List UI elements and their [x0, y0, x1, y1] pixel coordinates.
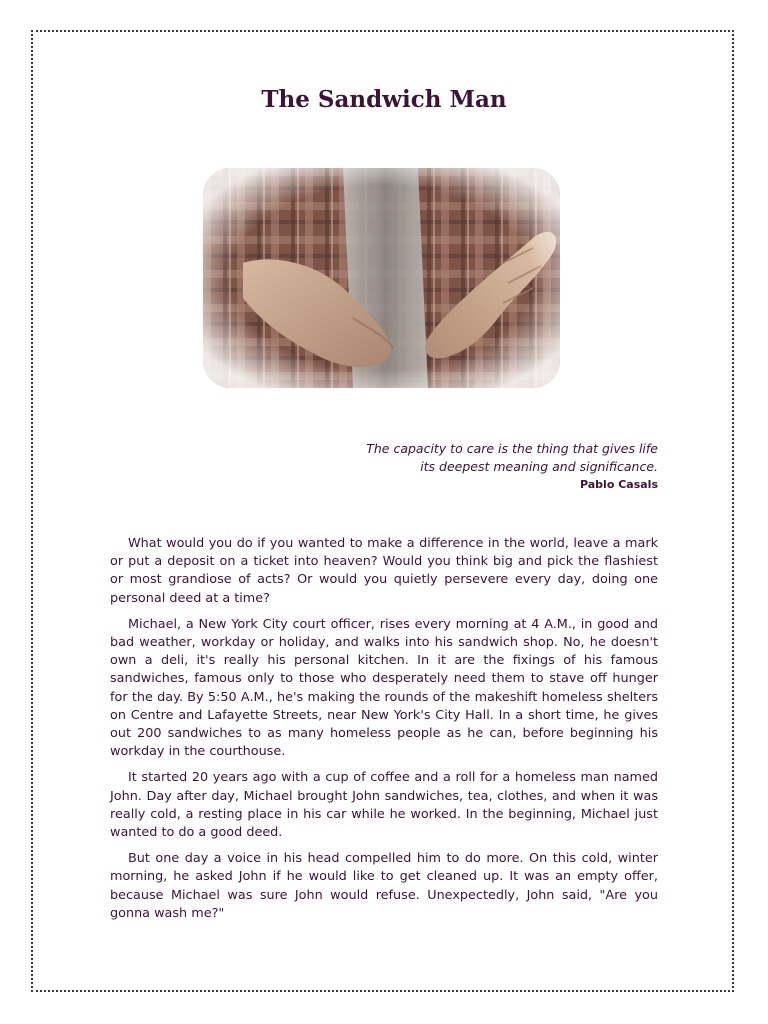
body-paragraph: What would you do if you wanted to make a difference in the world, leave a mark or put a deposit on a ticket into heaven? Would you think big and pick the flashiest or most grandiose of acts? Or would you quietly persevere every day, doing one personal deed at a time?: [110, 536, 658, 606]
article-body: [110, 535, 658, 931]
open-hands-photo-icon: [203, 168, 560, 388]
body-paragraph: Michael, a New York City court officer, rises every morning at 4 A.M., in good and bad weather, workday or holiday, and walks into his sandwich shop. No, he doesn't own a deli, it's really his personal kitchen. In it are the fixings of his famous sandwiches, famous only to those who desperately need them to stave off hunger for the day. By 5:50 A.M., he's making the rounds of the makeshift homeless shelters on Centre and Lafayette Streets, near New York's City Hall. In a short time, he gives out 200 sandwiches to as many homeless people as he can, before beginning his workday in the courthouse.: [110, 616, 658, 760]
quote-author: Pablo Casals: [579, 478, 658, 491]
body-paragraph: But one day a voice in his head compelled him to do more. On this cold, winter morning, he asked John if he would like to get cleaned up. It was an empty offer, because Michael was sure John would refuse. Unexpectedly, John said, "Are you gonna wash me?": [110, 851, 658, 921]
quote-line: its deepest meaning and significance.: [420, 459, 658, 474]
body-paragraph: It started 20 years ago with a cup of coffee and a roll for a homeless man named John. Day after day, Michael brought John sandwiches, tea, clothes, and when it was really cold, a resting place in his car while he worked. In the beginning, Michael just wanted to do a good deed.: [110, 770, 658, 841]
document-title: The Sandwich Man: [261, 86, 507, 113]
epigraph-quote: [258, 440, 658, 493]
quote-line: The capacity to care is the thing that gives life: [366, 441, 658, 456]
